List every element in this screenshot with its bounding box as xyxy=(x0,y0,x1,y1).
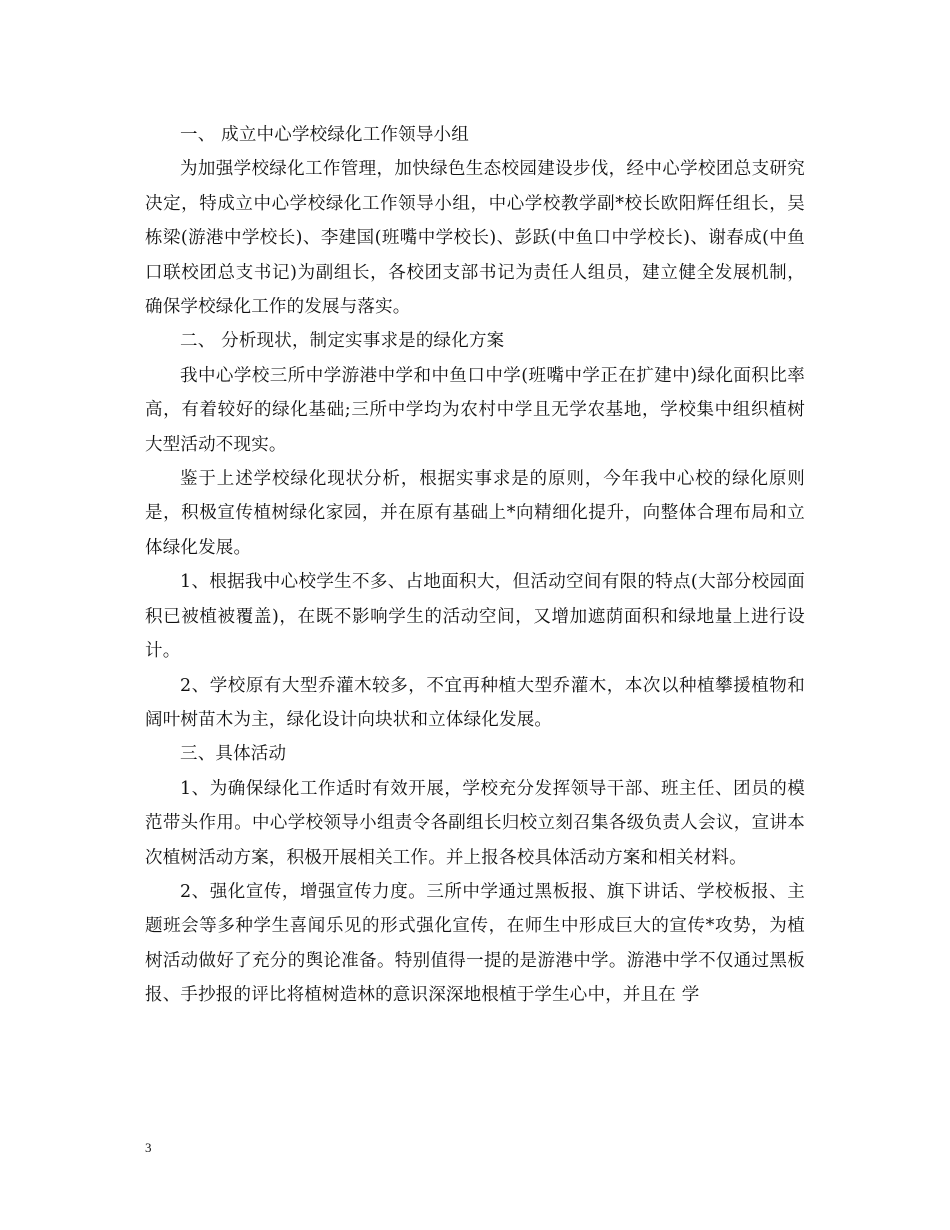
section-heading-2: 二、 分析现状，制定实事求是的绿化方案 xyxy=(180,331,505,352)
document-body xyxy=(145,118,805,1013)
paragraph: 1、为确保绿化工作适时有效开展，学校充分发挥领导干部、班主任、团员的模范带头作用。中心学校领导小组责令各副组长归校立刻召集各级负责人会议，宣讲本次植树活动方案，积极开展相关工作。并上报各校具体活动方案和相关材料。 xyxy=(145,778,805,868)
paragraph: 我中心学校三所中学游港中学和中鱼口中学(班嘴中学正在扩建中)绿化面积比率高，有着较好的绿化基础;三所中学均为农村中学且无学农基地，学校集中组织植树大型活动不现实。 xyxy=(145,365,805,455)
paragraph: 1、根据我中心校学生不多、占地面积大，但活动空间有限的特点(大部分校园面积已被植被覆盖)，在既不影响学生的活动空间，又增加遮荫面积和绿地量上进行设计。 xyxy=(145,572,805,662)
paragraph: 鉴于上述学校绿化现状分析，根据实事求是的原则，今年我中心校的绿化原则是，积极宣传植树绿化家园，并在原有基础上*向精细化提升，向整体合理布局和立体绿化发展。 xyxy=(145,469,805,558)
paragraph: 2、学校原有大型乔灌木较多，不宜再种植大型乔灌木，本次以种植攀援植物和阔叶树苗木为主，绿化设计向块状和立体绿化发展。 xyxy=(145,675,805,730)
section-heading-1: 一、 成立中心学校绿化工作领导小组 xyxy=(180,125,469,145)
paragraph: 2、强化宣传，增强宣传力度。三所中学通过黑板报、旗下讲话、学校板报、主题班会等多种学生喜闻乐见的形式强化宣传，在师生中形成巨大的宣传*攻势，为植树活动做好了充分的舆论准备。特别值得一提的是游港中学。游港中学不仅通过黑板报、手抄报的评比将植树造林的意识深深地根植于学生心中，并且在 学 xyxy=(145,881,805,1006)
paragraph: 为加强学校绿化工作管理，加快绿色生态校园建设步伐，经中心学校团总支研究决定，特成立中心学校绿化工作领导小组，中心学校教学副*校长欧阳辉任组长，吴栋梁(游港中学校长)、李建国(班嘴中学校长)、彭跃(中鱼口中学校长)、谢春成(中鱼口联校团总支书记)为副组长，各校团支部书记为责任人组员，建立健全发展机制，确保学校绿化工作的发展与落实。 xyxy=(145,159,805,318)
section-heading-3: 三、具体活动 xyxy=(180,744,287,765)
page-number: 3 xyxy=(145,1140,152,1155)
